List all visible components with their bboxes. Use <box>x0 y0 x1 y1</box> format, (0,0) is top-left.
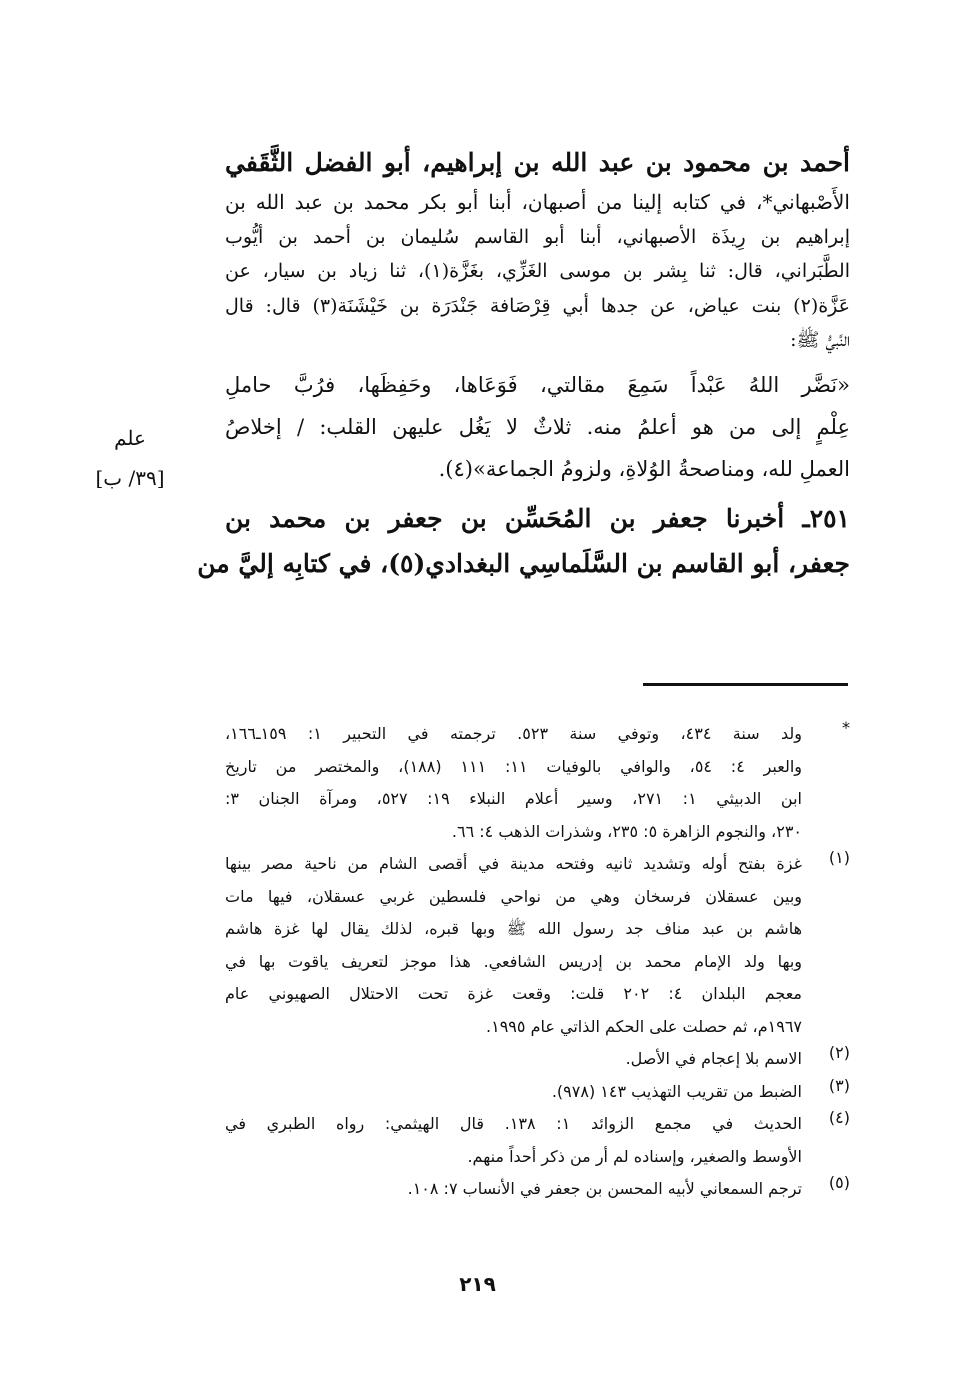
footnote <box>225 1076 850 1109</box>
folio-marker: [٣٩/ ب] <box>95 466 165 490</box>
footnote <box>225 1173 850 1206</box>
footnote <box>225 1108 850 1173</box>
footnote-mark: (٢) <box>828 1043 850 1062</box>
isnad-line: عَزَّة(٢) بنت عياض، عن جدها أبي قِرْصَافة جَنْدَرَة بن خَيْشَنَة(٣) قال: قال <box>225 294 850 317</box>
footnote-line: وبها ولد الإمام محمد بن إدريس الشافعي. هذا موجز لتعريف ياقوت بها في <box>225 951 802 971</box>
footnote-line: هاشم بن عبد مناف جد رسول الله ﷺ وبها قبره، لذلك يقال لها غزة هاشم <box>225 919 802 938</box>
footnote-line: غزة بفتح أوله وتشديد ثانيه وفتحه مدينة في أقصى الشام من ناحية مصر بينها <box>225 854 802 873</box>
footnote-line: ولد سنة ٤٣٤، وتوفي سنة ٥٢٣. ترجمته في التحبير ١: ١٥٩ـ١٦٦، <box>225 724 803 743</box>
next-entry-line: جعفر، أبو القاسم بن السَّلَماسِي البغدادي(٥)، في كتابِه إليَّ من <box>197 548 850 578</box>
hadith-line: العملِ لله، ومناصحةُ الوُلاةِ، ولزومُ الجماعة»(٤). <box>438 456 850 481</box>
margin-word: علم <box>114 426 146 450</box>
footnote-line: الحديث في مجمع الزوائد ١: ١٣٨. قال الهيثمي: رواه الطبري في <box>225 1114 803 1133</box>
footnote-line: والعبر ٤: ٥٤، والوافي بالوفيات ١١: ١١١ (١٨٨)، والمختصر من تاريخ <box>225 756 803 776</box>
footnote <box>225 1043 850 1076</box>
footnote-mark: (٣) <box>828 1075 850 1095</box>
next-entry-line: ٢٥١ـ أخبرنا جعفر بن المُحَسِّن بن جعفر بن محمد بن <box>225 503 850 533</box>
footnote-line: ١٩٦٧م، ثم حصلت على الحكم الذاتي عام ١٩٩٥. <box>486 1016 802 1036</box>
footnote <box>225 718 850 848</box>
heading-line: الأَصْبهاني*، في كتابه إلينا من أصبهان، أبنا أبو بكر محمد بن عبد الله بن <box>225 190 850 214</box>
isnad-line: إبراهيم بن رِيذَة الأصبهاني، أبنا أبو القاسم سُليمان بن أحمد بن أيُّوب <box>225 225 850 248</box>
footnote-line: الاسم بلا إعجام في الأصل. <box>625 1049 802 1068</box>
footnote-line: الضبط من تقريب التهذيب ١٤٣ (٩٧٨). <box>551 1081 802 1101</box>
footnote-separator <box>643 683 848 686</box>
footnote-mark: (١) <box>828 848 850 867</box>
footnote-line: ٢٣٠، والنجوم الزاهرة ٥: ٢٣٥، وشذرات الذهب ٤: ٦٦. <box>451 821 802 841</box>
footnote-line: الأوسط والصغير، وإسناده لم أر من ذكر أحداً منهم. <box>467 1146 802 1166</box>
footnote-line: ترجم السمعاني لأبيه المحسن بن جعفر في الأنساب ٧: ١٠٨. <box>407 1179 802 1198</box>
footnote-mark: (٤) <box>828 1108 850 1127</box>
footnotes <box>225 718 850 1206</box>
heading-line: أحمد بن محمود بن عبد الله بن إبراهيم، أبو الفضل الثَّقَفي <box>225 148 850 177</box>
main-text <box>197 140 850 586</box>
footnote-mark: * <box>842 718 850 737</box>
isnad-line: النَّبيُّ ﷺ: <box>790 329 850 351</box>
hadith-line: عِلْمٍ إلى من هو أعلمُ منه. ثلاثٌ لا يَغُل عليهن القلب: / إخلاصُ <box>225 414 850 439</box>
footnote <box>225 848 850 1043</box>
footnote-line: وبين عسقلان فرسخان وهي من نواحي فلسطين غربي عسقلان، فيها مات <box>225 886 802 906</box>
footnote-mark: (٥) <box>828 1173 850 1192</box>
footnote-line: معجم البلدان ٤: ٢٠٢ قلت: وقعت غزة تحت الاحتلال الصهيوني عام <box>225 984 802 1003</box>
hadith-line: «نَضَّر اللهُ عَبْداً سَمِعَ مقالتي، فَوَعَاها، وحَفِظَها، فرُبَّ حاملِ <box>225 372 850 397</box>
isnad-line: الطَّبَراني، قال: ثنا بِشر بن موسى الغَزِّي، بغَزَّة(١)، ثنا زياد بن سيار، عن <box>225 260 850 282</box>
margin-note <box>70 418 190 498</box>
page-number: ٢١٩ <box>459 1272 496 1296</box>
footnote-line: ابن الدبيثي ١: ٢٧١، وسير أعلام النبلاء ١٩: ٥٢٧، ومرآة الجنان ٣: <box>225 789 802 808</box>
